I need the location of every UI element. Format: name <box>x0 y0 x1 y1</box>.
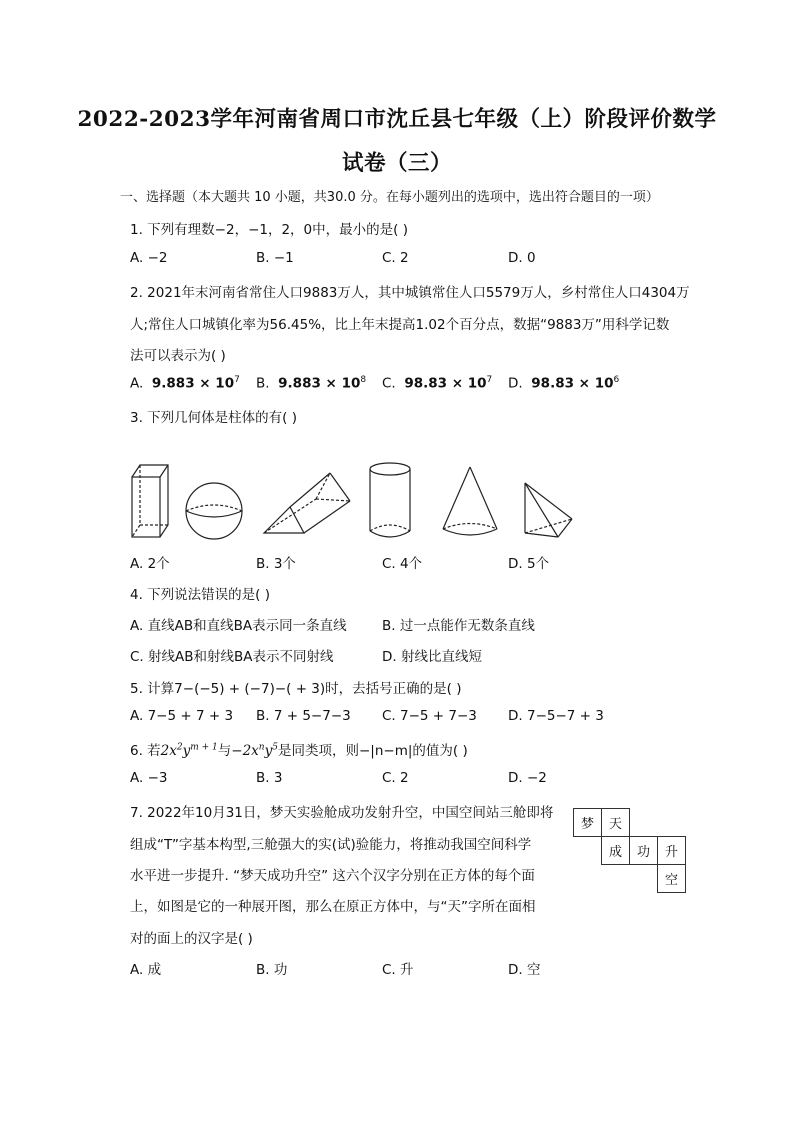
q3-shapes-figure <box>120 455 590 550</box>
q4-option-c: C. 射线AB和射线BA表示不同射线 <box>130 649 334 665</box>
q3-option-a: A. 2个 <box>130 556 170 572</box>
q7-line1: 7. 2022年10月31日，梦天实验舱成功发射升空，中国空间站三舱即将 <box>130 805 554 821</box>
q5-option-d: D. 7−5−7 + 3 <box>508 708 604 724</box>
cylinder-shape <box>370 463 410 537</box>
q1-option-c: C. 2 <box>382 250 409 266</box>
q6-stem: 6. 若$2x^2y^{m + 1}$与$-2x^ny^5$是同类项，则−|n−m|的值为( ) <box>130 742 468 759</box>
q4-option-a: A. 直线AB和直线BA表示同一条直线 <box>130 618 347 634</box>
q4-option-d: D. 射线比直线短 <box>382 649 482 665</box>
q7-line4: 上，如图是它的一种展开图，那么在原正方体中，与“天”字所在面相 <box>130 899 536 915</box>
q5-option-c: C. 7−5 + 7−3 <box>382 708 477 724</box>
q7-line3: 水平进一步提升. “梦天成功升空” 这六个汉字分别在正方体的每个面 <box>130 868 535 884</box>
q1-option-a: A. −2 <box>130 250 168 266</box>
q2-option-d: D. $98.83 \times 10^6$ <box>508 375 620 392</box>
q4-stem: 4. 下列说法错误的是( ) <box>130 587 270 603</box>
q2-line3: 法可以表示为( ) <box>130 348 226 364</box>
net-face-3: 成 <box>601 836 630 865</box>
q7-option-d: D. 空 <box>508 962 541 978</box>
q7-option-c: C. 升 <box>382 962 414 978</box>
triangular-prism-shape <box>264 473 350 533</box>
q6-option-c: C. 2 <box>382 770 409 786</box>
q2-option-c: C. $98.83 \times 10^7$ <box>382 375 493 392</box>
q3-stem: 3. 下列几何体是柱体的有( ) <box>130 410 297 426</box>
q7-option-b: B. 功 <box>256 962 288 978</box>
q4-option-b: B. 过一点能作无数条直线 <box>382 618 535 634</box>
q2-line1: 2. 2021年末河南省常住人口9883万人，其中城镇常住人口5579万人，乡村常住人口4304万 <box>130 285 690 301</box>
net-face-4: 功 <box>629 836 658 865</box>
q3-option-d: D. 5个 <box>508 556 550 572</box>
net-face-6: 空 <box>657 864 686 893</box>
q5-stem: 5. 计算7−(−5) + (−7)−( + 3)时，去括号正确的是( ) <box>130 681 462 697</box>
section-heading: 一、选择题（本大题共 10 小题，共30.0 分。在每小题列出的选项中，选出符合题目的一项） <box>120 190 659 205</box>
q3-option-b: B. 3个 <box>256 556 296 572</box>
triangular-pyramid-shape <box>525 483 572 537</box>
rectangular-prism-shape <box>132 465 168 537</box>
q7-line5: 对的面上的汉字是( ) <box>130 931 253 947</box>
q1-option-b: B. −1 <box>256 250 294 266</box>
sphere-shape <box>186 483 242 539</box>
q7-line2: 组成“T”字基本构型,三舱强大的实(试)验能力，将推动我国空间科学 <box>130 837 532 853</box>
exam-title-line2: 试卷（三） <box>341 151 452 176</box>
q2-option-b: B. $9.883 \times 10^8$ <box>256 375 367 392</box>
q5-option-b: B. 7 + 5−7−3 <box>256 708 351 724</box>
q6-option-b: B. 3 <box>256 770 283 786</box>
q1-option-d: D. 0 <box>508 250 536 266</box>
net-face-1: 梦 <box>573 808 602 837</box>
q6-option-a: A. −3 <box>130 770 168 786</box>
net-face-2: 天 <box>601 808 630 837</box>
q7-option-a: A. 成 <box>130 962 162 978</box>
q3-option-c: C. 4个 <box>382 556 423 572</box>
exam-title-line1: 2022-2023学年河南省周口市沈丘县七年级（上）阶段评价数学 <box>77 107 717 132</box>
q2-line2: 人;常住人口城镇化率为56.45%，比上年末提高1.02个百分点，数据“9883万”用科学记数 <box>130 317 670 333</box>
q6-option-d: D. −2 <box>508 770 547 786</box>
q5-option-a: A. 7−5 + 7 + 3 <box>130 708 234 724</box>
net-face-5: 升 <box>657 836 686 865</box>
q2-option-a: A. $9.883 \times 10^7$ <box>130 375 240 392</box>
q1-stem: 1. 下列有理数−2，−1，2，0中，最小的是( ) <box>130 222 408 238</box>
cone-shape <box>443 467 497 535</box>
